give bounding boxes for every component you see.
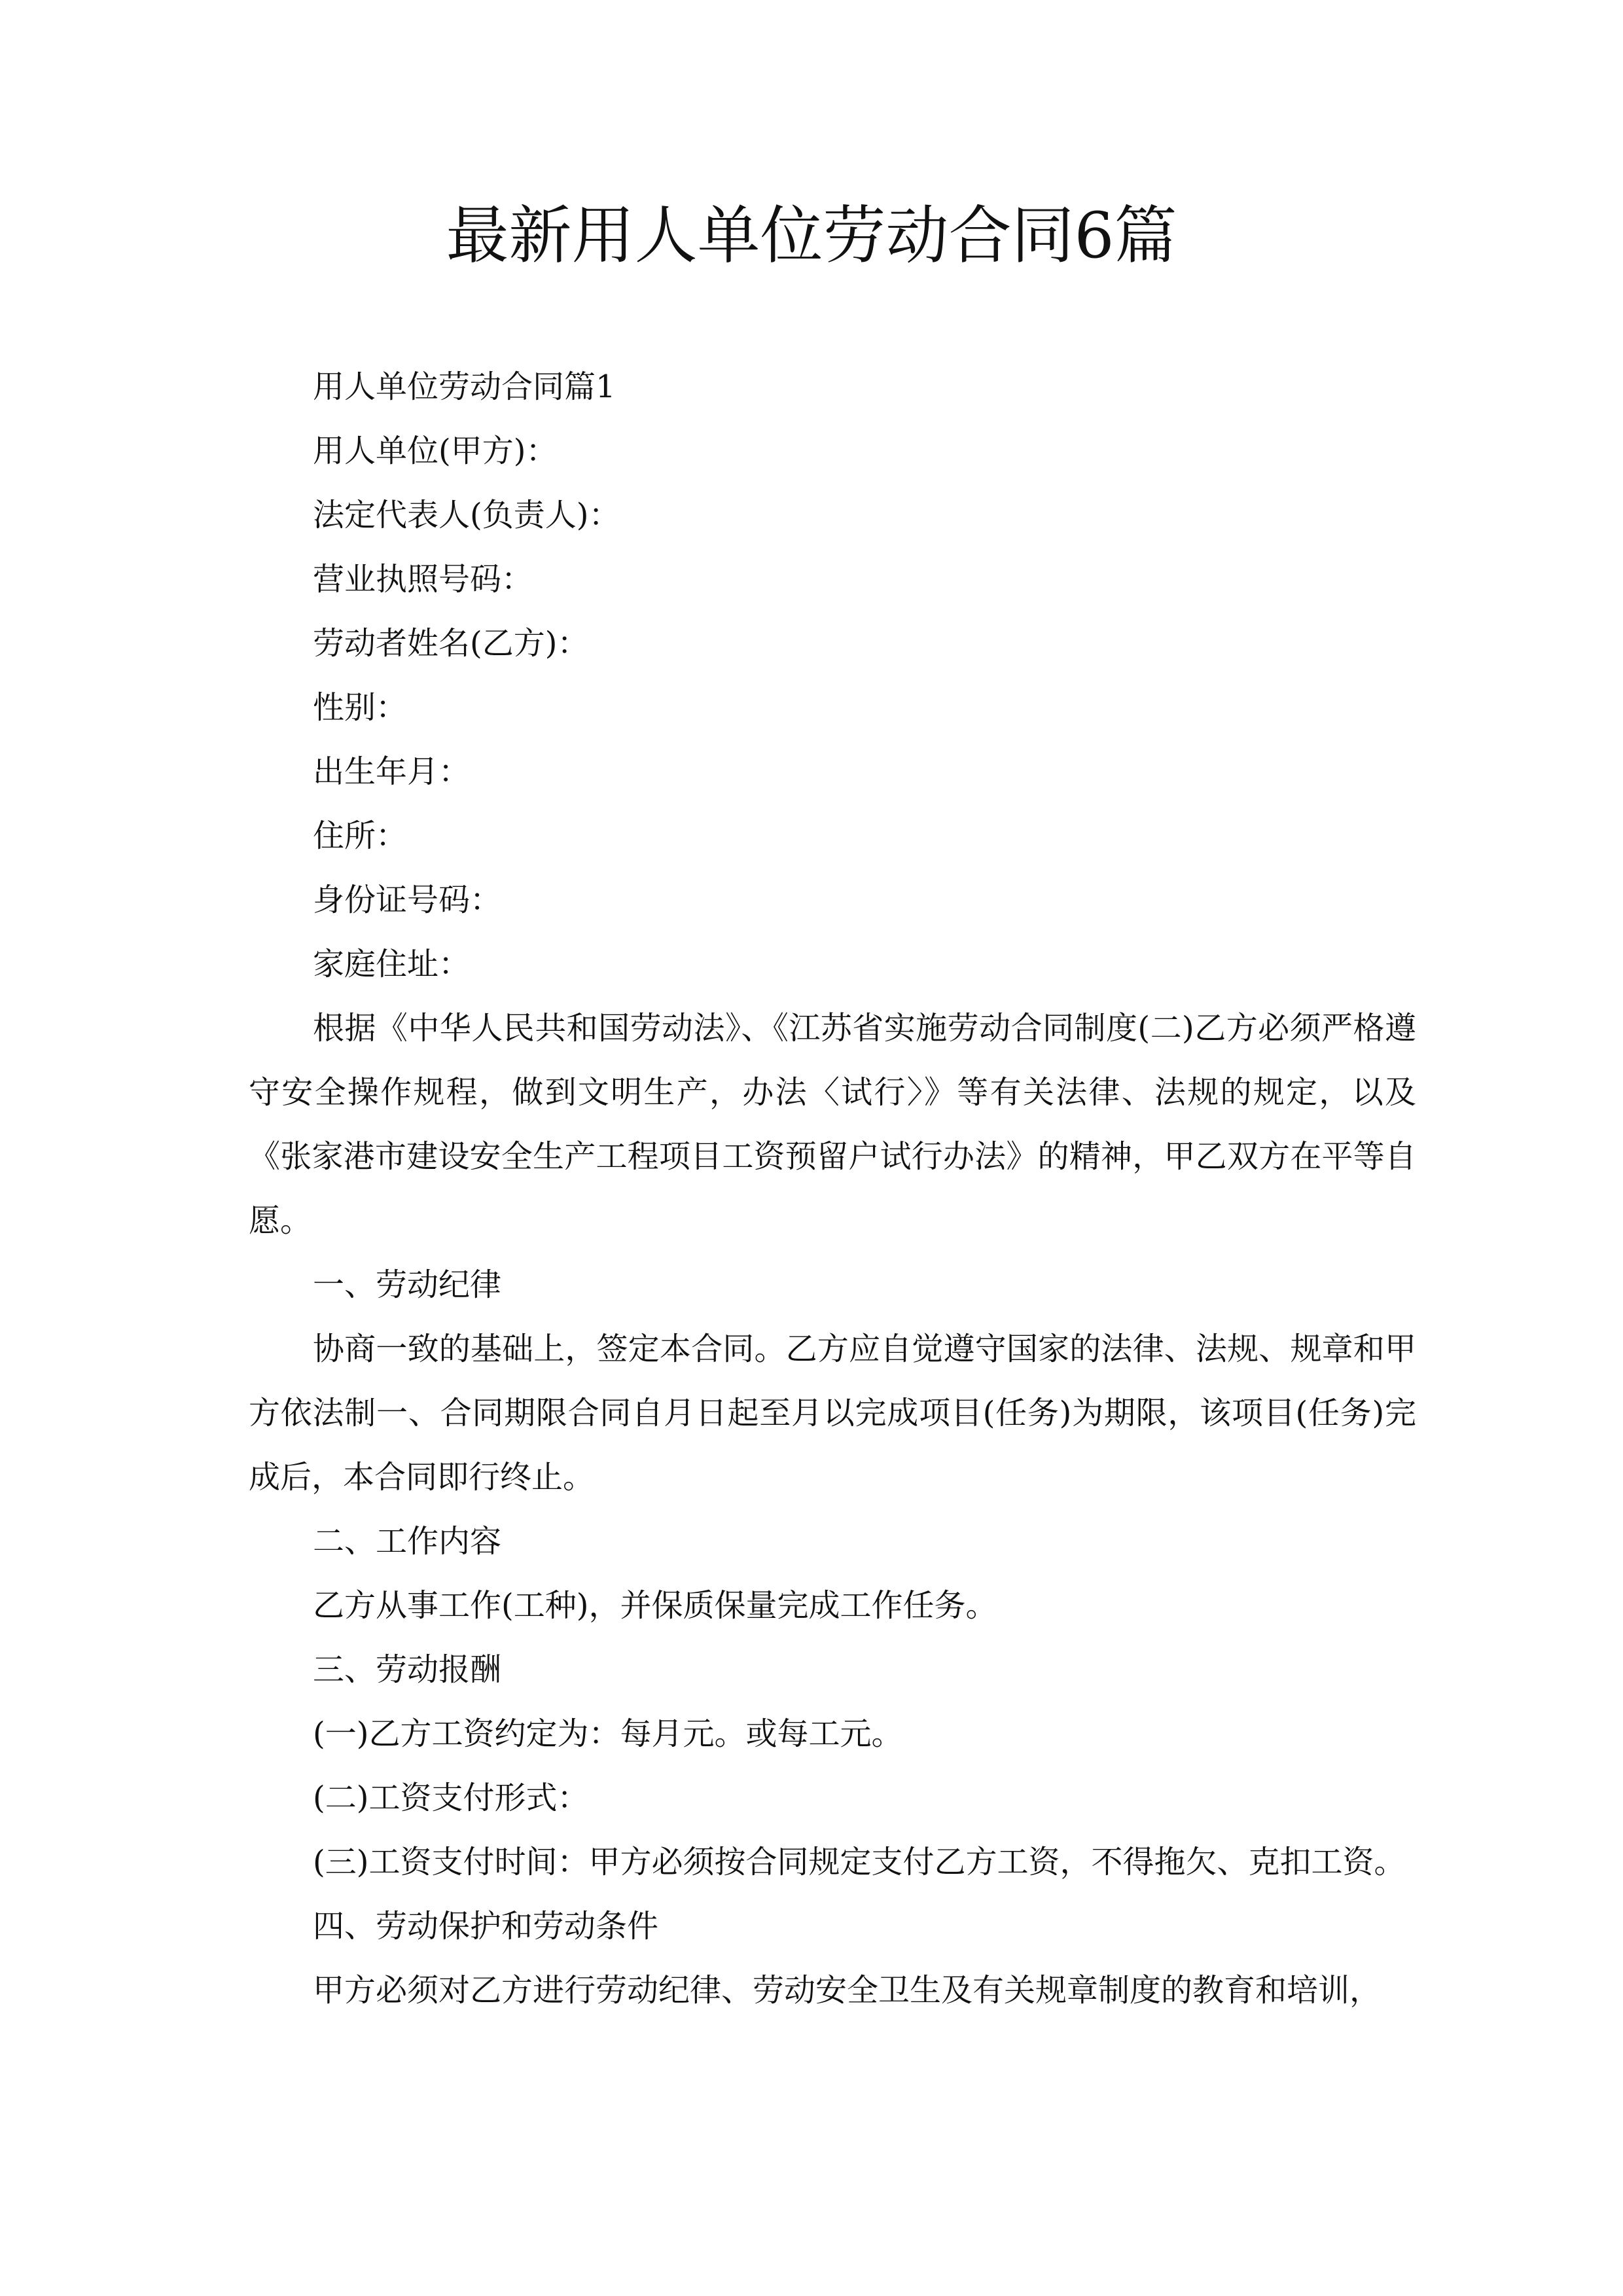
paragraph-labor-protection: 甲方必须对乙方进行劳动纪律、劳动安全卫生及有关规章制度的教育和培训， — [313, 1972, 1382, 2009]
paragraph-payment-form: (二)工资支付形式： — [313, 1780, 589, 1816]
field-id-number: 身份证号码： — [313, 882, 502, 918]
field-employer: 用人单位(甲方)： — [313, 433, 558, 469]
heading-work-content: 二、工作内容 — [313, 1523, 502, 1560]
field-business-license: 营业执照号码： — [313, 561, 533, 598]
field-gender: 性别： — [313, 689, 408, 726]
document-title: 最新用人单位劳动合同6篇 — [446, 199, 1177, 272]
heading-labor-discipline: 一、劳动纪律 — [313, 1266, 502, 1303]
paragraph-payment-time: (三)工资支付时间：甲方必须按合同规定支付乙方工资，不得拖欠、克扣工资。 — [313, 1844, 1406, 1880]
heading-remuneration: 三、劳动报酬 — [313, 1651, 502, 1688]
section-heading: 用人单位劳动合同篇1 — [313, 368, 616, 405]
paragraph-contract-term: 协商一致的基础上，签定本合同。乙方应自觉遵守国家的法律、法规、规章和甲方依法制一、合同期限合同自月日起至月以完成项目(任务)为期限，该项目(任务)完成后，本合同即行终止。 — [249, 1331, 1416, 1496]
document-body — [249, 355, 1416, 2022]
field-home-address: 家庭住址： — [313, 946, 471, 982]
field-employee-name: 劳动者姓名(乙方)： — [313, 625, 589, 662]
paragraph-work-content: 乙方从事工作(工种)，并保质保量完成工作任务。 — [313, 1587, 997, 1624]
paragraph-legal-basis: 根据《中华人民共和国劳动法》、《江苏省实施劳动合同制度(二)乙方必须严格遵守安全操作规程，做到文明生产，办法〈试行〉》等有关法律、法规的规定，以及《张家港市建设安全生产工程项目工资预留户试行办法》的精神，甲乙双方在平等自愿。 — [249, 1010, 1416, 1239]
heading-labor-protection: 四、劳动保护和劳动条件 — [313, 1908, 659, 1945]
field-legal-representative: 法定代表人(负责人)： — [313, 497, 620, 533]
field-birth-date: 出生年月： — [313, 753, 471, 790]
paragraph-salary: (一)乙方工资约定为：每月元。或每工元。 — [313, 1715, 903, 1752]
field-residence: 住所： — [313, 817, 408, 854]
